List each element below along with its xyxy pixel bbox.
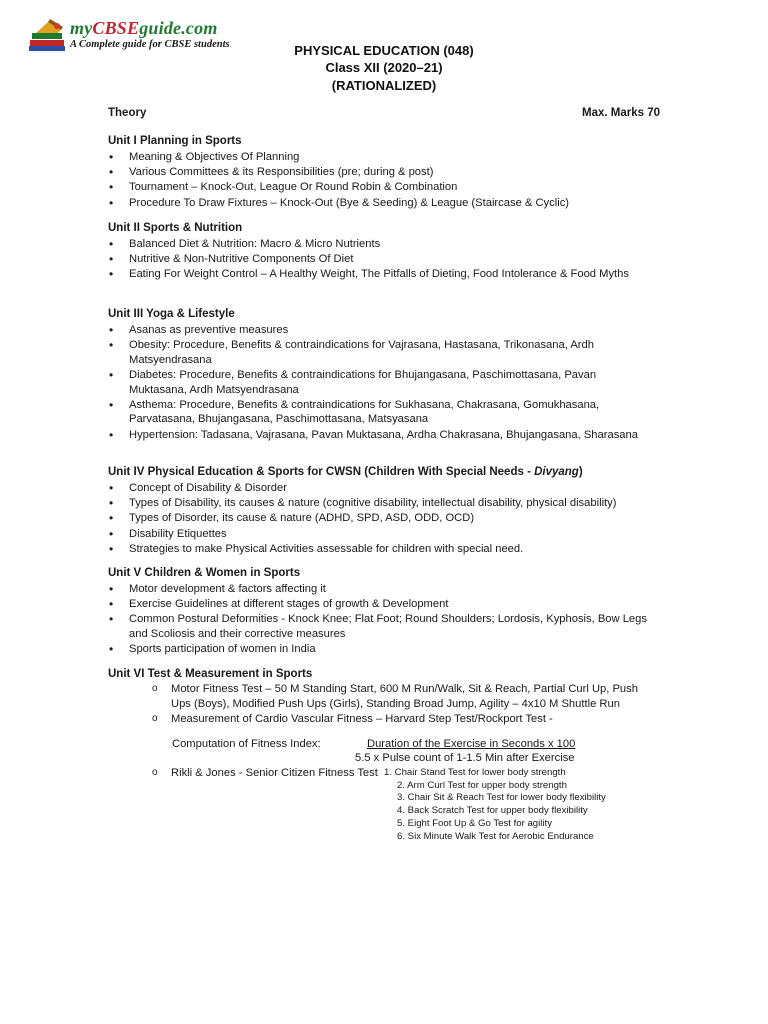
list-item: • Nutritive & Non-Nutritive Components Of Diet — [108, 252, 648, 267]
unit-heading: Unit III Yoga & Lifestyle — [108, 308, 235, 320]
list-item: • Balanced Diet & Nutrition: Macro & Micro Nutrients — [108, 237, 648, 252]
list-item: • Exercise Guidelines at different stages of growth & Development — [108, 597, 648, 612]
unit-item-list — [108, 237, 648, 283]
rikli-test-item: 3. Chair Sit & Reach Test for lower body flexibility — [397, 792, 606, 804]
rikli-label: Rikli & Jones - Senior Citizen Fitness Test — [171, 767, 378, 779]
unit-heading: Unit IV Physical Education & Sports for CWSN (Children With Special Needs - Divyang) — [108, 466, 583, 478]
list-item: • Types of Disorder, its cause & nature (ADHD, SPD, ASD, ODD, OCD) — [108, 511, 648, 526]
list-item: • Asthema: Procedure, Benefits & contraindications for Sukhasana, Chakrasana, Gomukhasana, Parvatasana, Bhujangasana, Paschimottasana, Matsyasana — [108, 398, 648, 427]
logo-brand: myCBSEguide.com — [70, 18, 218, 38]
list-item: • Tournament – Knock-Out, League Or Round Robin & Combination — [108, 180, 648, 195]
list-item: o Motor Fitness Test – 50 M Standing Start, 600 M Run/Walk, Sit & Reach, Partial Curl Up, Push Ups (Boys), Modified Push Ups (Girls), Standing Broad Jump, Agility – 4x10 M Shuttle Run — [150, 682, 650, 711]
unit-heading: Unit II Sports & Nutrition — [108, 222, 243, 234]
rikli-test-item: 6. Six Minute Walk Test for Aerobic Endurance — [397, 830, 594, 842]
rikli-test-item: 1. Chair Stand Test for lower body strength — [384, 767, 566, 778]
list-item: • Obesity: Procedure, Benefits & contraindications for Vajrasana, Hastasana, Trikonasana, Ardh Matsyendrasana — [108, 338, 648, 367]
rikli-test-item: 2. Arm Curl Test for upper body strength — [397, 779, 567, 791]
unit-item-list — [108, 323, 648, 443]
unit-item-list — [108, 150, 648, 211]
list-item: • Various Committees & its Responsibilities (pre; during & post) — [108, 165, 648, 180]
unit-item-list — [108, 481, 648, 557]
formula-numerator: Duration of the Exercise in Seconds x 100 — [367, 738, 576, 750]
list-item: • Types of Disability, its causes & nature (cognitive disability, intellectual disability, physical disability) — [108, 496, 648, 511]
formula-denominator: 5.5 x Pulse count of 1-1.5 Min after Exercise — [355, 752, 575, 764]
list-item: • Disability Etiquettes — [108, 527, 648, 542]
list-item: • Concept of Disability & Disorder — [108, 481, 648, 496]
list-item: • Procedure To Draw Fixtures – Knock-Out (Bye & Seeding) & League (Staircase & Cyclic) — [108, 196, 648, 211]
list-item: • Motor development & factors affecting it — [108, 582, 648, 597]
subject-title: PHYSICAL EDUCATION (048) — [294, 43, 474, 58]
rikli-test-item: 4. Back Scratch Test for upper body flexibility — [397, 805, 588, 817]
unit-heading: Unit I Planning in Sports — [108, 135, 242, 147]
list-item: • Hypertension: Tadasana, Vajrasana, Pavan Muktasana, Ardha Chakrasana, Bhujangasana, Sharasana — [108, 428, 648, 443]
section-label: Theory — [108, 107, 147, 119]
unit-item-list — [150, 682, 650, 727]
unit-item-list — [108, 582, 648, 657]
list-item: • Sports participation of women in India — [108, 642, 648, 657]
list-item: • Diabetes: Procedure, Benefits & contraindications for Bhujangasana, Paschimottasana, Pavan Muktasana, Ardh Matsyendrasana — [108, 368, 648, 397]
class-title: Class XII (2020–21) — [325, 60, 443, 75]
rationalized-note: (RATIONALIZED) — [331, 78, 437, 93]
list-item: • Common Postural Deformities - Knock Knee; Flat Foot; Round Shoulders; Lordosis, Kyphosis, Bow Legs and Scoliosis and their corrective measures — [108, 612, 648, 641]
list-item: • Meaning & Objectives Of Planning — [108, 150, 648, 165]
list-item: • Strategies to make Physical Activities assessable for children with special need. — [108, 542, 648, 557]
list-item: • Asanas as preventive measures — [108, 323, 648, 338]
rikli-test-item: 5. Eight Foot Up & Go Test for agility — [397, 817, 552, 829]
formula-label: Computation of Fitness Index: — [172, 738, 321, 750]
unit-heading: Unit VI Test & Measurement in Sports — [108, 668, 313, 680]
rikli-test-list — [384, 767, 606, 843]
list-item: • Eating For Weight Control – A Healthy Weight, The Pitfalls of Dieting, Food Intolerance & Food Myths — [108, 267, 648, 282]
list-item: o Measurement of Cardio Vascular Fitness – Harvard Step Test/Rockport Test - — [150, 712, 650, 727]
max-marks: Max. Marks 70 — [582, 107, 660, 119]
unit-heading: Unit V Children & Women in Sports — [108, 567, 301, 579]
logo-tagline: A Complete guide for CBSE students — [70, 39, 230, 50]
